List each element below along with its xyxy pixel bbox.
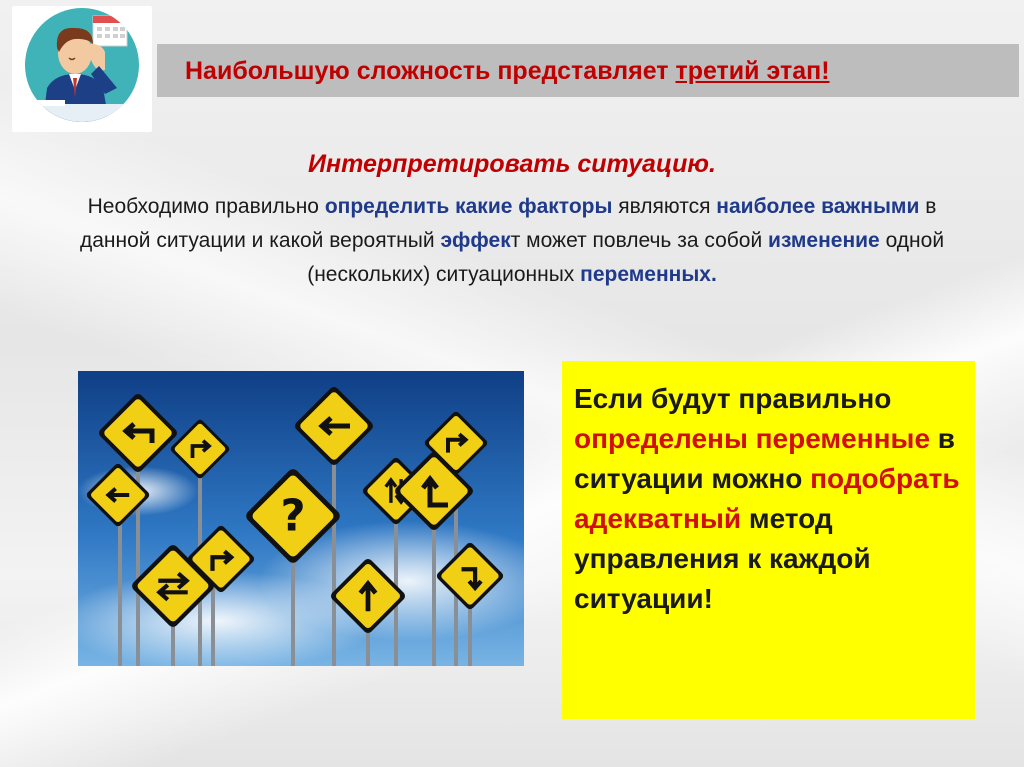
paragraph-emphasis: эффек [440,229,511,252]
paragraph-emphasis: наиболее важными [716,195,920,218]
page-title [185,48,830,94]
title-underlined: третий этап! [675,57,830,85]
description-paragraph [60,190,964,292]
svg-text:?: ? [280,491,306,542]
callout-text: метод управления к каждой ситуации! [574,503,871,614]
callout-text: в ситуации можно [574,423,956,494]
paragraph-text: т может повлечь за собой [510,229,769,252]
section-subtitle: Интерпретировать ситуацию. [308,150,716,178]
callout-emphasis: определены переменные [574,423,931,454]
road-signs-image [78,371,524,666]
paragraph-text: в данной ситуации и какой вероятный [79,195,937,252]
paragraph-text: Необходимо правильно [87,195,325,218]
paragraph-emphasis: изменение [768,229,880,252]
callout-text: Если будут правильно [574,383,892,414]
avatar [12,6,152,132]
callout-emphasis: подобрать адекватный [574,463,960,534]
stressed-man-illustration [25,8,139,122]
paragraph-emphasis: определить какие факторы [324,195,613,218]
paragraph-text: являются [612,195,717,218]
paragraph-text: одной (нескольких) ситуационных [307,229,945,286]
callout-box [562,361,975,719]
road-signs-icon [78,371,524,666]
stressed-man-icon [25,8,139,122]
paragraph-emphasis: переменных. [580,263,717,286]
title-prefix: Наибольшую сложность представляет [185,57,676,85]
